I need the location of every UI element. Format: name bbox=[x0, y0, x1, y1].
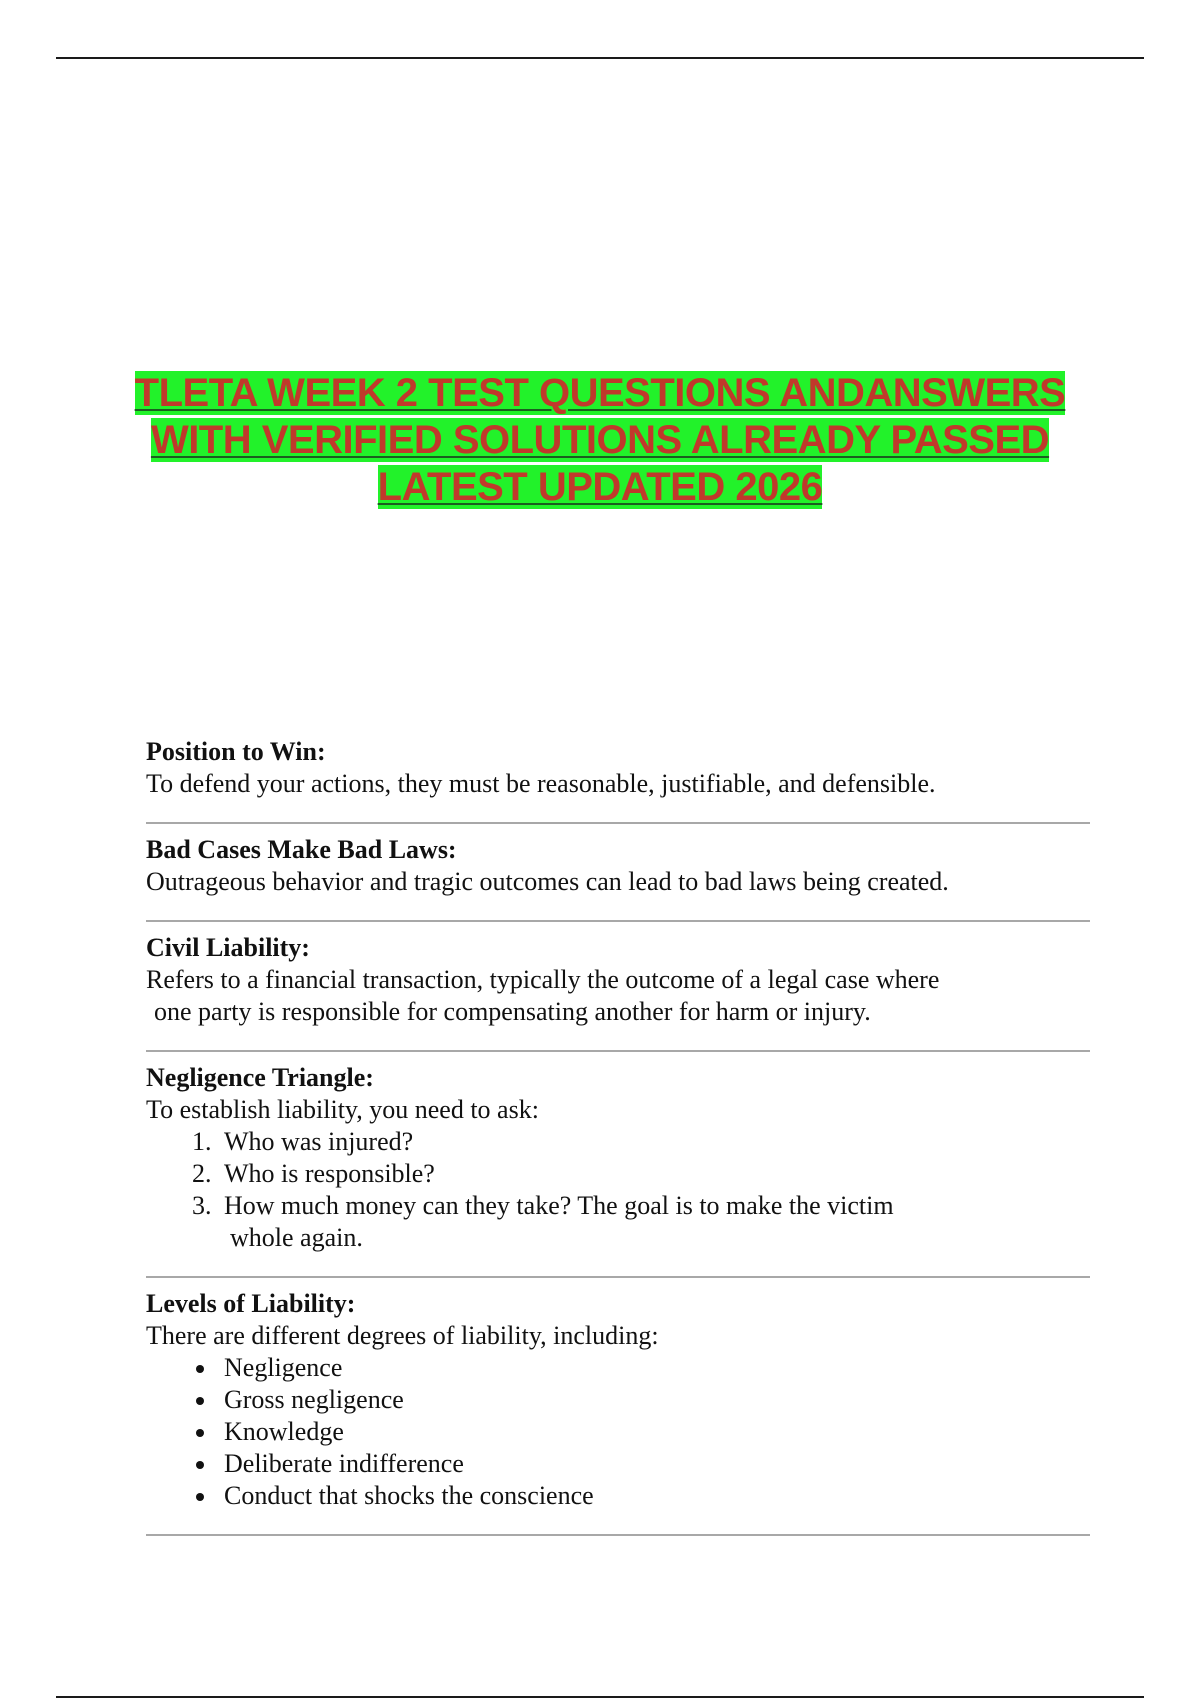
title-line-3: LATEST UPDATED 2026 bbox=[377, 465, 823, 509]
section-levels-of-liability bbox=[146, 1288, 1090, 1536]
section-divider bbox=[146, 1050, 1090, 1052]
list-item: • Conduct that shocks the conscience bbox=[218, 1480, 1090, 1512]
section-text: To defend your actions, they must be reasonable, justifiable, and defensible. bbox=[146, 769, 936, 798]
section-heading: Civil Liability: bbox=[146, 933, 310, 962]
section-heading: Negligence Triangle: bbox=[146, 1063, 374, 1092]
section-heading: Bad Cases Make Bad Laws: bbox=[146, 835, 457, 864]
section-text: Outrageous behavior and tragic outcomes can lead to bad laws being created. bbox=[146, 867, 949, 896]
list-item: • Negligence bbox=[218, 1352, 1090, 1384]
section-text-line-2: one party is responsible for compensating another for harm or injury. bbox=[154, 997, 871, 1026]
section-position-to-win bbox=[146, 736, 1090, 824]
section-divider bbox=[146, 822, 1090, 824]
section-text: There are different degrees of liability, including: bbox=[146, 1321, 659, 1350]
section-text: To establish liability, you need to ask: bbox=[146, 1095, 539, 1124]
title-line-1: TLETA WEEK 2 TEST QUESTIONS ANDANSWERS bbox=[134, 371, 1066, 415]
list-item: 2. Who is responsible? bbox=[218, 1158, 1090, 1190]
list-item: 3. How much money can they take? The goal is to make the victim whole again. bbox=[218, 1190, 1090, 1254]
list-item: • Knowledge bbox=[218, 1416, 1090, 1448]
document-body bbox=[146, 736, 1090, 1546]
section-civil-liability bbox=[146, 932, 1090, 1052]
section-text-line-1: Refers to a financial transaction, typically the outcome of a legal case where bbox=[146, 965, 940, 994]
section-divider bbox=[146, 1534, 1090, 1536]
bottom-rule bbox=[56, 1696, 1144, 1698]
section-bad-cases bbox=[146, 834, 1090, 922]
document-title bbox=[100, 370, 1100, 511]
list-item-continuation: whole again. bbox=[230, 1223, 363, 1252]
list-item: • Deliberate indifference bbox=[218, 1448, 1090, 1480]
numbered-list bbox=[146, 1126, 1090, 1254]
section-divider bbox=[146, 1276, 1090, 1278]
section-divider bbox=[146, 920, 1090, 922]
top-rule bbox=[56, 57, 1144, 59]
bullet-list bbox=[146, 1352, 1090, 1512]
section-negligence-triangle bbox=[146, 1062, 1090, 1278]
list-item: • Gross negligence bbox=[218, 1384, 1090, 1416]
section-heading: Levels of Liability: bbox=[146, 1289, 356, 1318]
title-line-2: WITH VERIFIED SOLUTIONS ALREADY PASSED bbox=[150, 418, 1050, 462]
section-heading: Position to Win: bbox=[146, 737, 326, 766]
list-item: 1. Who was injured? bbox=[218, 1126, 1090, 1158]
